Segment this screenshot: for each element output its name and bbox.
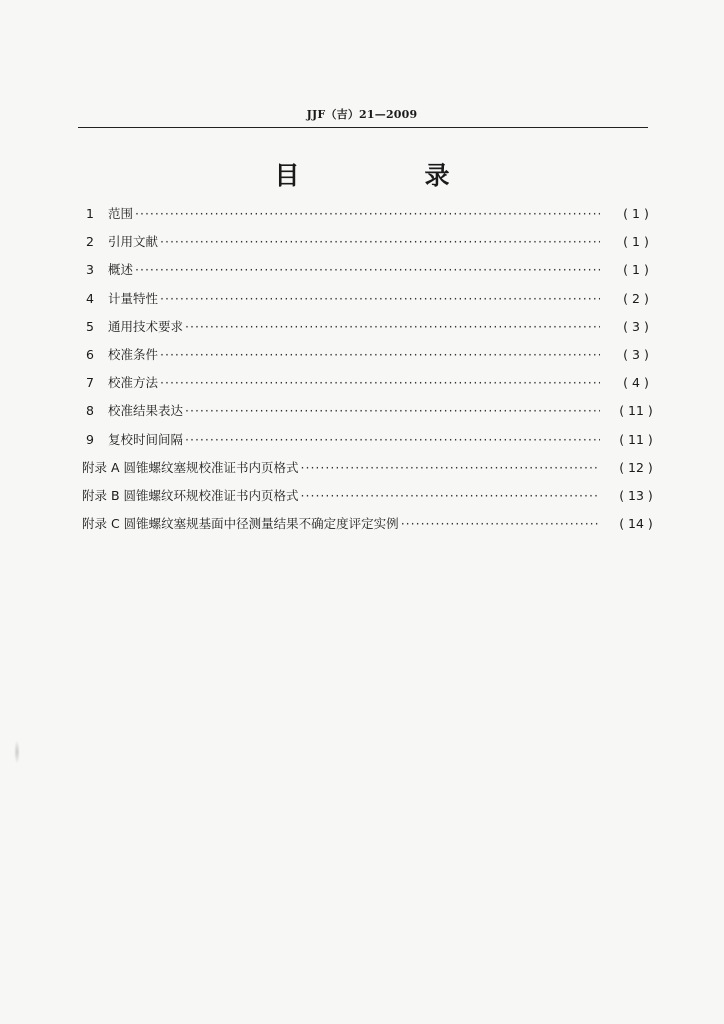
toc-item-page: ( 11 ) — [619, 431, 653, 447]
toc-item-1[interactable] — [86, 204, 658, 232]
dot-leader — [160, 291, 600, 306]
toc-item-page: ( 13 ) — [619, 487, 653, 503]
toc-item-page: ( 12 ) — [619, 459, 653, 475]
toc-item-8[interactable] — [86, 401, 658, 429]
toc-item-label: 校准条件 — [108, 346, 159, 362]
toc-appendix-a[interactable] — [82, 458, 658, 486]
dot-leader — [160, 347, 600, 362]
scan-mark — [14, 740, 20, 764]
toc-item-number: 2 — [86, 234, 94, 250]
toc-item-number: 5 — [86, 318, 94, 334]
toc-item-3[interactable] — [86, 260, 658, 288]
toc-item-page: ( 3 ) — [623, 318, 649, 334]
dot-leader — [185, 319, 600, 334]
toc-item-label: 校准方法 — [108, 375, 159, 391]
table-of-contents — [82, 204, 658, 542]
toc-item-page: ( 1 ) — [623, 262, 649, 278]
toc-item-5[interactable] — [86, 317, 658, 345]
toc-item-number: 7 — [86, 375, 94, 391]
toc-item-label: 范围 — [108, 206, 134, 221]
dot-leader — [160, 234, 600, 249]
page-header: JJF（吉）21—2009 — [306, 108, 418, 121]
toc-item-page: ( 1 ) — [623, 234, 649, 250]
toc-item-page: ( 3 ) — [623, 346, 649, 362]
toc-item-label: 附录 B 圆锥螺纹环规校准证书内页格式 — [82, 487, 299, 503]
toc-item-label: 复校时间间隔 — [108, 431, 184, 447]
toc-item-number: 6 — [86, 346, 94, 362]
toc-item-6[interactable] — [86, 345, 658, 373]
toc-item-page: ( 1 ) — [623, 206, 649, 221]
toc-item-number: 3 — [86, 262, 94, 278]
dot-leader — [185, 432, 600, 447]
toc-item-page: ( 11 ) — [619, 403, 653, 419]
page-title: 目 录 — [274, 161, 500, 190]
toc-item-label: 附录 A 圆锥螺纹塞规校准证书内页格式 — [82, 459, 299, 475]
toc-item-label: 校准结果表达 — [108, 403, 184, 419]
toc-item-label: 附录 C 圆锥螺纹塞规基面中径测量结果不确定度评定实例 — [82, 516, 399, 532]
toc-item-page: ( 2 ) — [623, 290, 649, 306]
toc-appendix-c[interactable] — [82, 514, 658, 542]
dot-leader — [135, 206, 600, 221]
dot-leader — [401, 516, 600, 531]
dot-leader — [135, 262, 600, 277]
toc-item-label: 概述 — [108, 262, 134, 278]
dot-leader — [160, 375, 600, 390]
toc-item-label: 引用文献 — [108, 234, 159, 250]
toc-item-page: ( 14 ) — [619, 516, 653, 532]
toc-item-4[interactable] — [86, 289, 658, 317]
toc-item-number: 8 — [86, 403, 94, 419]
toc-item-number: 4 — [86, 290, 94, 306]
toc-item-page: ( 4 ) — [623, 375, 649, 391]
toc-item-number: 1 — [86, 206, 94, 221]
toc-item-number: 9 — [86, 431, 94, 447]
dot-leader — [301, 460, 601, 475]
toc-appendix-b[interactable] — [82, 486, 658, 514]
header-rule — [78, 127, 648, 128]
toc-item-label: 计量特性 — [108, 290, 159, 306]
dot-leader — [185, 403, 600, 418]
toc-item-7[interactable] — [86, 373, 658, 401]
dot-leader — [301, 488, 600, 503]
toc-item-label: 通用技术要求 — [108, 318, 184, 334]
toc-item-2[interactable] — [86, 232, 658, 260]
toc-item-9[interactable] — [86, 430, 658, 458]
